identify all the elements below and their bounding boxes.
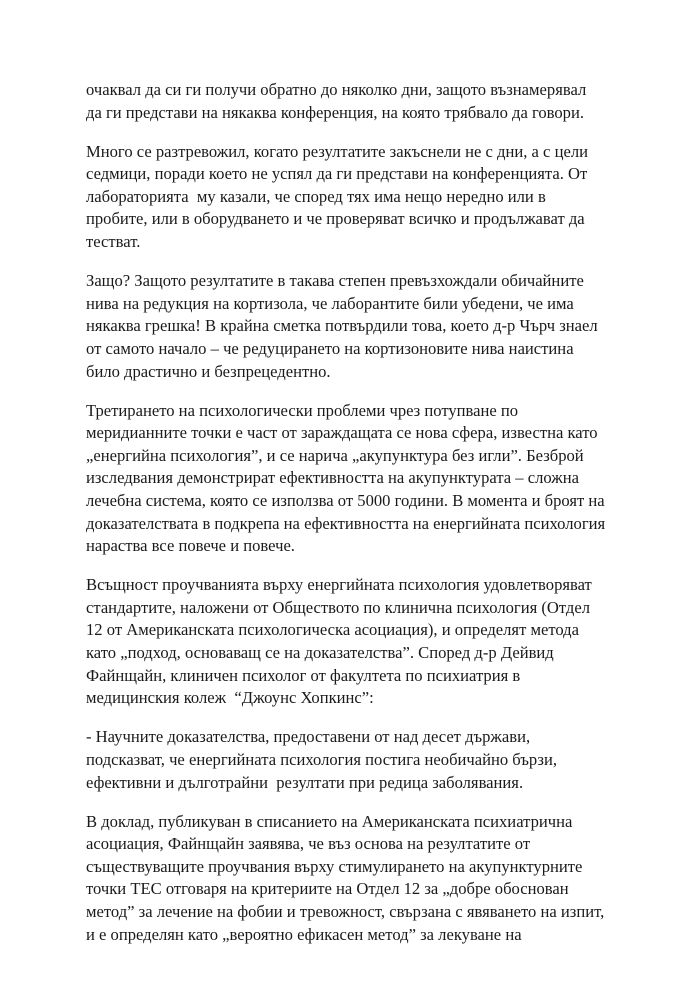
text-line: било драстично и безпрецедентно. [86, 361, 331, 381]
text-line: пробите, или в оборудването и че проверяват всичко и продължават да [86, 209, 585, 229]
text-line: В доклад, публикуван в списанието на Американската психиатрична [86, 811, 573, 831]
text-line: меридианните точки е част от зараждащата се нова сфера, известна като [86, 423, 598, 443]
text-line: лабораторията му казали, че според тях има нещо нередно или в [86, 186, 546, 206]
text-line: някаква грешка! В крайна сметка потвърдили това, което д-р Чърч знаел [86, 316, 598, 336]
text-line: точки ТЕС отговаря на критериите на Отдел 12 за „добре обоснован [86, 879, 569, 899]
paragraph-5 [86, 574, 626, 710]
text-line: - Научните доказателства, предоставени от над десет държави, [86, 727, 531, 747]
text-line: Третирането на психологически проблеми чрез потупване по [86, 400, 519, 420]
text-line: като „подход, основаващ се на доказателства”. Според д-р Дейвид [86, 643, 554, 663]
paragraph-2 [86, 141, 626, 254]
paragraph-4 [86, 400, 626, 558]
text-line: подсказват, че енергийната психология постига необичайно бързи, [86, 749, 558, 769]
text-line: метод” за лечение на фобии и тревожност, свързана с явяването на изпит, [86, 902, 605, 921]
text-line: асоциация, Файнщайн заявява, че въз основа на резултатите от [86, 834, 531, 854]
text-line: ефективни и дълготрайни резултати при редица заболявания. [86, 772, 524, 792]
paragraph-1 [86, 79, 626, 124]
text-line: Много се разтревожил, когато резултатите закъснели не с дни, а с цели [86, 141, 588, 161]
text-line: да ги представи на някаква конференция, на която трябвало да говори. [86, 102, 584, 122]
body-text [86, 79, 626, 963]
text-line: от самото начало – че редуцирането на кортизоновите нива наистина [86, 338, 574, 358]
text-line: Всъщност проучванията върху енергийната психология удовлетворяват [86, 575, 592, 595]
text-line: лечебна система, която се използва от 5000 години. В момента и броят на [86, 491, 605, 510]
text-line: седмици, поради което не успял да ги представи на конференцията. От [86, 164, 588, 184]
text-line: тестват. [86, 232, 141, 252]
text-line: очаквал да си ги получи обратно до няколко дни, защото възнамерявал [86, 80, 587, 99]
text-line: медицинския колеж “Джоунс Хопкинс”: [86, 688, 374, 708]
text-line: съществуващите проучвания върху стимулирането на акупунктурните [86, 856, 583, 876]
text-line: доказателствата в подкрепа на ефективността на енергийната психология [86, 513, 606, 533]
text-line: изследвания демонстрират ефективността на акупунктурата – сложна [86, 468, 579, 488]
text-line: и е определян като „вероятно ефикасен метод” за лекуване на [86, 924, 522, 944]
text-line: Защо? Защото резултатите в такава степен превъзхождали обичайните [86, 271, 584, 291]
paragraph-6 [86, 726, 626, 794]
paragraph-3 [86, 270, 626, 383]
text-line: нива на редукция на кортизола, че лаборантите били убедени, че има [86, 293, 574, 313]
text-line: 12 от Американската психологическа асоциация), и определят метода [86, 620, 579, 640]
text-line: Файнщайн, клиничен психолог от факултета по психиатрия в [86, 665, 521, 685]
paragraph-7 [86, 811, 626, 947]
text-line: стандартите, наложени от Обществото по клинична психология (Отдел [86, 597, 591, 617]
text-line: нараства все повече и повече. [86, 536, 295, 556]
text-line: „енергийна психология”, и се нарича „акупунктура без игли”. Безброй [86, 445, 584, 465]
